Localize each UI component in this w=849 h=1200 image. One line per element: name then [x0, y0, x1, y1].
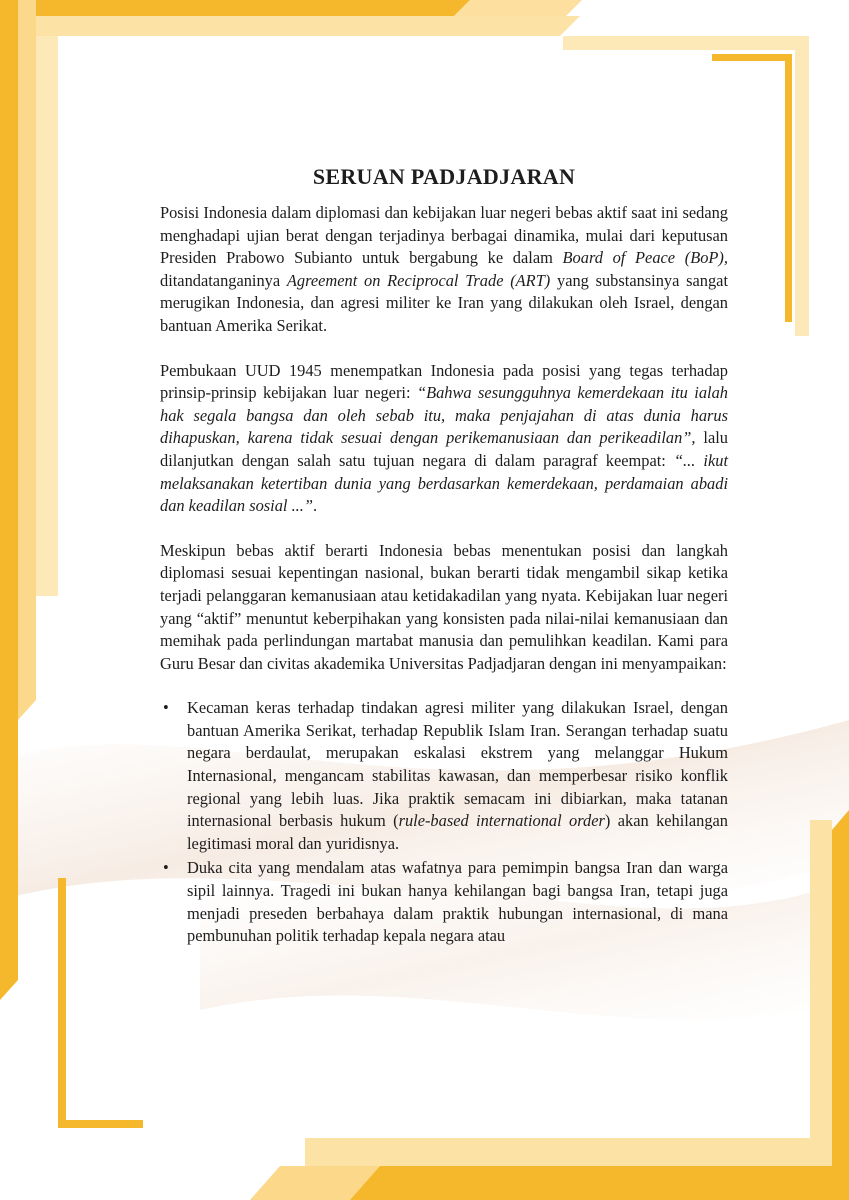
bottom-pale-band	[305, 1138, 833, 1166]
right-inner-pale-v	[795, 36, 809, 336]
bottom-left-gold-h	[58, 1120, 143, 1128]
right-gold-h	[712, 54, 792, 61]
list-item	[160, 697, 728, 855]
bullet-icon: •	[163, 698, 169, 718]
document-title: SERUAN PADJADJARAN	[312, 164, 576, 189]
bottom-dark-band	[350, 1166, 849, 1200]
p1-italic-art: Agreement on Reciprocal Trade (ART)	[286, 270, 551, 290]
right-dark-band	[832, 810, 849, 1200]
p2-italic-quote-1: “Bahwa sesungguhnya kemerdekaan itu ialah hak segala bangsa dan oleh sebab itu, maka penjajahan di atas dunia harus dihapuskan, karena tidak sesuai dengan perikemanusiaan dan perikeadilan”,	[160, 383, 728, 448]
bullet-icon: •	[163, 858, 169, 878]
p1-text-e: yang substansinya sangat merugikan Indonesia, dan agresi militer ke Iran yang dilakukan oleh Israel, dengan bantuan Amerika Serikat.	[160, 270, 728, 335]
bullet1-text-c: ) akan kehilangan legitimasi moral dan yuridisnya.	[187, 811, 728, 853]
list-item	[160, 857, 728, 947]
bullet1-text-a: Kecaman keras terhadap tindakan agresi militer yang dilakukan Israel, dengan bantuan Amerika Serikat, terhadap Republik Islam Iran. Serangan terhadap suatu negara berdaulat, merupakan eskalasi ekstrem yang melanggar Hukum Internasional, mengancam stabilitas kawasan, dan memperbesar risiko konflik regional yang lebih luas. Jika praktik semacam ini dibiarkan, maka tatanan internasional berbasis hukum (	[187, 698, 728, 831]
p2-text-c: lalu dilanjutkan dengan salah satu tujuan negara di dalam paragraf keempat:	[160, 428, 728, 470]
right-pale-band	[810, 820, 832, 1166]
bottom-left-gold-v	[58, 878, 66, 1128]
bullet1-italic: rule-based international order	[398, 811, 605, 831]
right-gold-v	[785, 54, 792, 322]
left-inner-pale	[36, 36, 58, 596]
top-band-pale	[36, 16, 580, 36]
paragraph-3: Meskipun bebas aktif berarti Indonesia bebas menentukan posisi dan langkah diplomasi sesuai kepentingan nasional, bukan berarti tidak mengambil sikap ketika terjadi pelanggaran kemanusiaan atau ketidakadilan yang nyata. Kebijakan luar negeri yang “aktif” menuntut keberpihakan yang konsisten pada nilai-nilai kemanusiaan dan memihak pada perlindungan martabat manusia dan pemulihkan keadilan. Kami para Guru Besar dan civitas akademika Universitas Padjadjaran dengan ini menyampaikan:	[160, 540, 728, 673]
p1-text-c: ditandatanganinya	[160, 270, 287, 290]
document-body	[160, 158, 728, 950]
p2-text-a: Pembukaan UUD 1945 menempatkan Indonesia pada posisi yang tegas terhadap prinsip-prinsip kebijakan luar negeri:	[160, 360, 728, 403]
p1-italic-bop: Board of Peace (BoP),	[562, 248, 728, 268]
left-inner-light	[18, 0, 36, 720]
p2-text-e: .	[312, 496, 318, 516]
p1-text-a: Posisi Indonesia dalam diplomasi dan kebijakan luar negeri bebas aktif saat ini sedang menghadapi ujian berat dengan terjadinya berbagai dinamika, mulai dari keputusan Presiden Prabowo Subianto untuk bergabung ke dalam	[160, 203, 728, 268]
left-band-dark	[0, 23, 18, 1000]
paragraph-1	[160, 202, 728, 338]
p2-italic-quote-2: “... ikut melaksanakan ketertiban dunia yang berdasarkan kemerdekaan, perdamaian abadi dan keadilan sosial ...”	[160, 450, 728, 516]
bullet2-text: Duka cita yang mendalam atas wafatnya para pemimpin bangsa Iran dan warga sipil lainnya. Tragedi ini bukan hanya kehilangan bagi bangsa Iran, tetapi juga menjadi preseden berbahaya dalam praktik hubungan internasional, di mana pembunuhan politik terhadap kepala negara atau	[187, 858, 728, 946]
right-inner-pale	[563, 36, 809, 50]
statement-list	[160, 697, 728, 948]
paragraph-2	[160, 360, 728, 518]
